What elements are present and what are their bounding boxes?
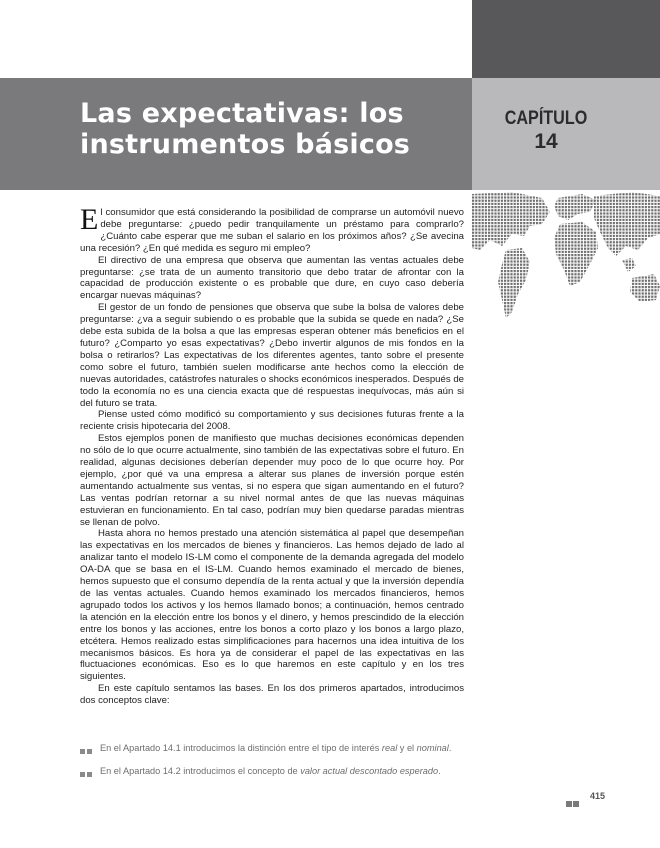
paragraph: El gestor de un fondo de pensiones que observa que sube la bolsa de valores debe preguntarse: ¿va a seguir subiendo o es probable que la subida se quede en nada? ¿Se debe esta subida de la bolsa a que las empresas esperan obtener más beneficios en el futuro? ¿Comparto yo esas expectativas? ¿Debo invertir algunos de mis fondos en la bolsa o retirarlos? Las expectativas de los diferentes agentes, tanto sobre el presente como sobre el futuro, también suelen modificarse ante hechos como la elección de nuevas autoridades, catástrofes naturales o shocks económicos inesperados. Después de todo la economía no es una ciencia exacta que dé respuestas inequívocas, más aún si del futuro se trata. (80, 302, 464, 409)
body-text (80, 203, 464, 707)
paragraph: Piense usted cómo modificó su comportamiento y sus decisiones futuras frente a la reciente crisis hipotecaria del 2008. (80, 409, 464, 433)
chapter-title-line-1: Las expectativas: los (80, 98, 404, 129)
square-bullet-icon (80, 745, 94, 751)
list-item-text: En el Apartado 14.1 introducimos la distinción entre el tipo de interés real y el nominal. (100, 743, 452, 753)
paragraph: En este capítulo sentamos las bases. En los dos primeros apartados, introducimos dos conceptos clave: (80, 683, 464, 707)
paragraph: Estos ejemplos ponen de manifiesto que muchas decisiones económicas dependen no sólo de lo que ocurre actualmente, sino también de las expectativas sobre el futuro. En realidad, algunas decisiones deberían depender muy poco de lo que ocurre hoy. Por ejemplo, ¿por qué va una empresa a alterar sus planes de inversión porque estén aumentando actualmente sus ventas, si no espera que sigan aumentando en el futuro? Las ventas podrían retornar a su nivel normal antes de que las nuevas máquinas estuvieran en funcionamiento. En tal caso, podrían muy bien quedarse paradas mientras se llenan de polvo. (80, 433, 464, 528)
paragraph (80, 203, 464, 255)
list-item-text: En el Apartado 14.2 introducimos el concepto de valor actual descontado esperado. (100, 766, 441, 776)
bullet-list (80, 742, 480, 788)
paragraph-text: l consumidor que está considerando la posibilidad de comprarse un automóvil nuevo debe preguntarse: ¿puedo pedir tranquilamente un préstamo para comprarlo? ¿Cuánto cabe esperar que me suban el salario en los próximos años? ¿Se avecina una recesión? ¿En qué medida es seguro mi empleo? (80, 207, 464, 254)
footer-square-icon (566, 794, 582, 800)
top-right-dark-block (472, 0, 660, 78)
chapter-number: 14 (534, 130, 558, 153)
list-item (80, 765, 480, 788)
paragraph: El directivo de una empresa que observa que aumentan las ventas actuales debe preguntarse: ¿se trata de un aumento transitorio que debo tratar de afrontar con la capacidad de producción existente o es probable que dure, en cuyo caso debería encargar nuevas máquinas? (80, 254, 464, 302)
paragraph: Hasta ahora no hemos prestado una atención sistemática al papel que desempeñan las expectativas en los mercados de bienes y financieros. Las hemos dejado de lado al analizar tanto el modelo IS-LM como el componente de la demanda agregada del modelo OA-DA que se basa en el IS-LM. Cuando hemos examinado el mercado de bienes, hemos supuesto que el consumo dependía de la renta actual y que la inversión dependía de las ventas actuales. Cuando hemos examinado los mercados financieros, hemos agrupado todos los activos y los hemos llamado bonos; a continuación, hemos centrado la atención en la elección entre los bonos y el dinero, y hemos prescindido de la elección entre los bonos y las acciones, entre los bonos a corto plazo y los bonos a largo plazo, etcétera. Hemos realizado estas simplificaciones para hacernos una idea intuitiva de los mecanismos básicos. Es hora ya de considerar el papel de las expectativas en las fluctuaciones económicas. Eso es lo que haremos en este capítulo y en los tres siguientes. (80, 528, 464, 683)
page-number: 415 (590, 791, 606, 801)
square-bullet-icon (80, 768, 94, 774)
drop-cap: E (80, 203, 99, 236)
world-map-graphic (472, 190, 660, 340)
chapter-title (80, 98, 465, 160)
list-item (80, 742, 480, 765)
chapter-label: CAPÍTULO (504, 108, 588, 129)
chapter-title-line-2: instrumentos básicos (80, 129, 411, 160)
